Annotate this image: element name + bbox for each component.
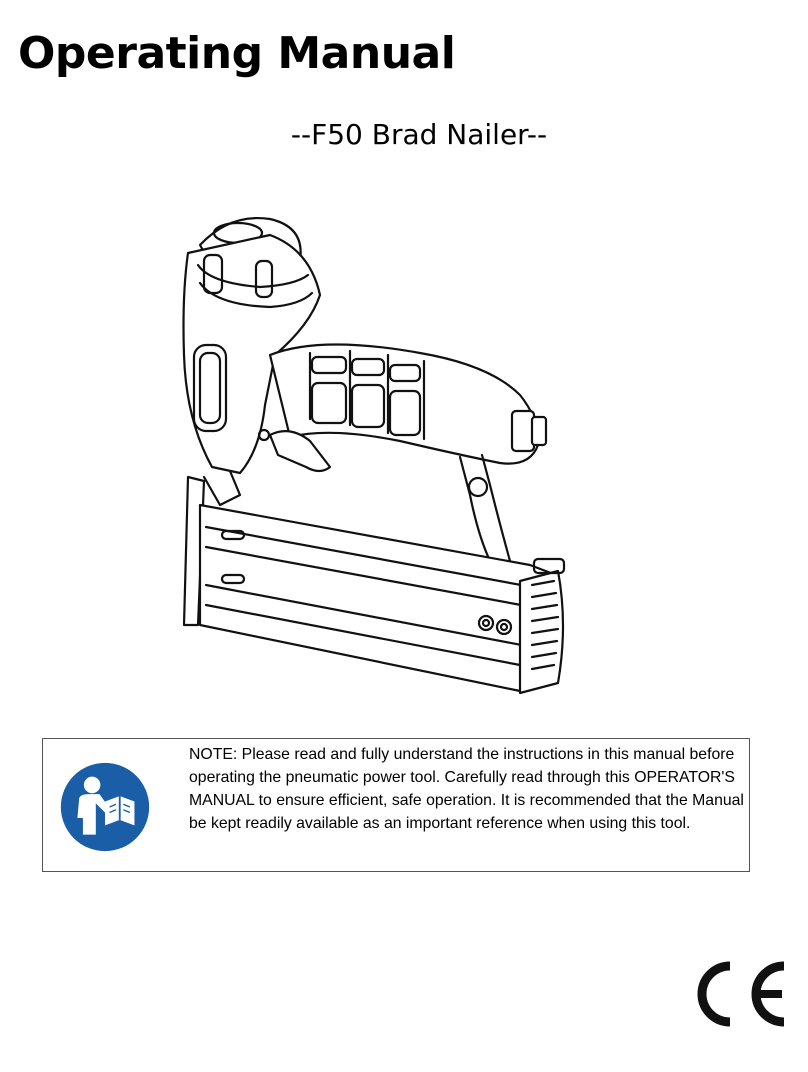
read-manual-icon [59, 761, 151, 853]
note-box [42, 738, 750, 872]
note-text: NOTE: Please read and fully understand the instructions in this manual before operating the pneumatic power tool. Carefully read through this OPERATOR'S MANUAL to ensure efficient, safe operation. It is recommended that the Manual be kept readily available as an important reference when using this tool. [189, 746, 744, 832]
page-title: Operating Manual [18, 28, 456, 79]
page-subtitle: --F50 Brad Nailer-- [290, 118, 548, 151]
ce-mark-icon [686, 958, 790, 1030]
brad-nailer-illustration [160, 205, 580, 700]
